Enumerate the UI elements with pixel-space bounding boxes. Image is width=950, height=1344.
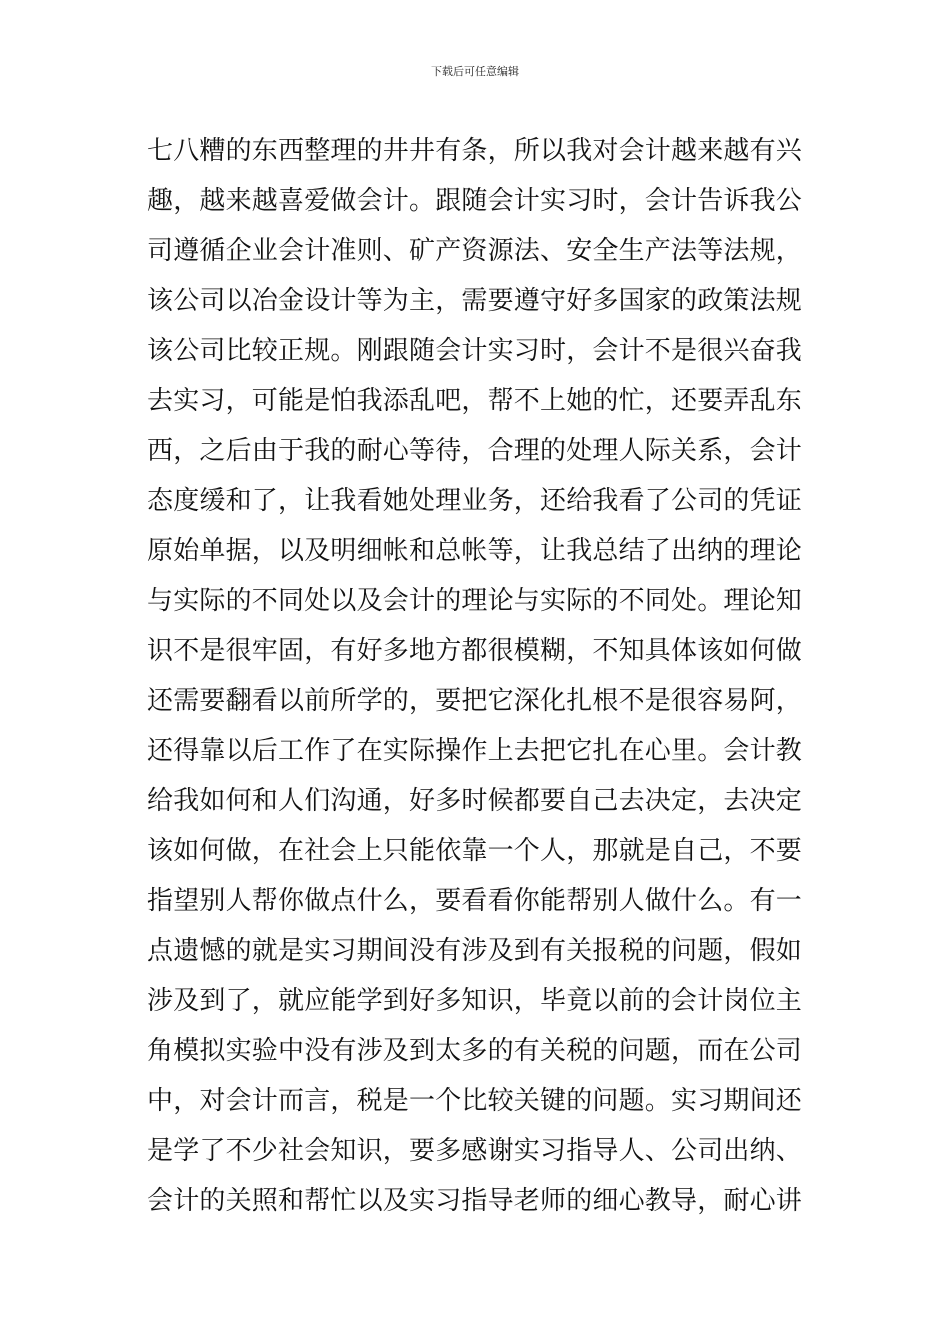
body-line-18: 涉及到了，就应能学到好多知识，毕竟以前的会计岗位主 [147,986,803,1016]
body-line-6: 去实习，可能是怕我添乱吧，帮不上她的忙，还要弄乱东 [147,386,803,416]
body-line-2: 趣，越来越喜爱做会计。跟随会计实习时，会计告诉我公 [147,186,803,216]
page-header-caption: 下载后可任意编辑 [431,65,519,78]
body-line-14: 给我如何和人们沟通，好多时候都要自己去决定，去决定 [147,786,803,816]
body-line-5: 该公司比较正规。刚跟随会计实习时，会计不是很兴奋我 [147,336,803,366]
body-line-9: 原始单据，以及明细帐和总帐等，让我总结了出纳的理论 [147,536,803,566]
body-line-1: 七八糟的东西整理的井井有条，所以我对会计越来越有兴 [147,136,803,166]
body-line-4: 该公司以冶金设计等为主，需要遵守好多国家的政策法规 [147,286,803,316]
body-line-3: 司遵循企业会计准则、矿产资源法、安全生产法等法规， [147,236,803,266]
body-line-8: 态度缓和了，让我看她处理业务，还给我看了公司的凭证 [147,486,803,516]
body-line-22: 会计的关照和帮忙以及实习指导老师的细心教导，耐心讲 [147,1186,803,1216]
body-line-19: 角模拟实验中没有涉及到太多的有关税的问题，而在公司 [147,1036,803,1066]
body-line-12: 还需要翻看以前所学的，要把它深化扎根不是很容易阿， [147,686,803,716]
body-line-20: 中，对会计而言，税是一个比较关键的问题。实习期间还 [147,1086,803,1116]
body-line-10: 与实际的不同处以及会计的理论与实际的不同处。理论知 [147,586,803,616]
body-line-11: 识不是很牢固，有好多地方都很模糊，不知具体该如何做 [147,636,803,666]
body-line-15: 该如何做，在社会上只能依靠一个人，那就是自己，不要 [147,836,803,866]
body-line-13: 还得靠以后工作了在实际操作上去把它扎在心里。会计教 [147,736,803,766]
body-line-21: 是学了不少社会知识，要多感谢实习指导人、公司出纳、 [147,1136,803,1166]
body-line-7: 西，之后由于我的耐心等待，合理的处理人际关系，会计 [147,436,803,466]
body-line-17: 点遗憾的就是实习期间没有涉及到有关报税的问题，假如 [147,936,803,966]
body-line-16: 指望别人帮你做点什么，要看看你能帮别人做什么。有一 [147,886,803,916]
document-body [147,126,812,1226]
